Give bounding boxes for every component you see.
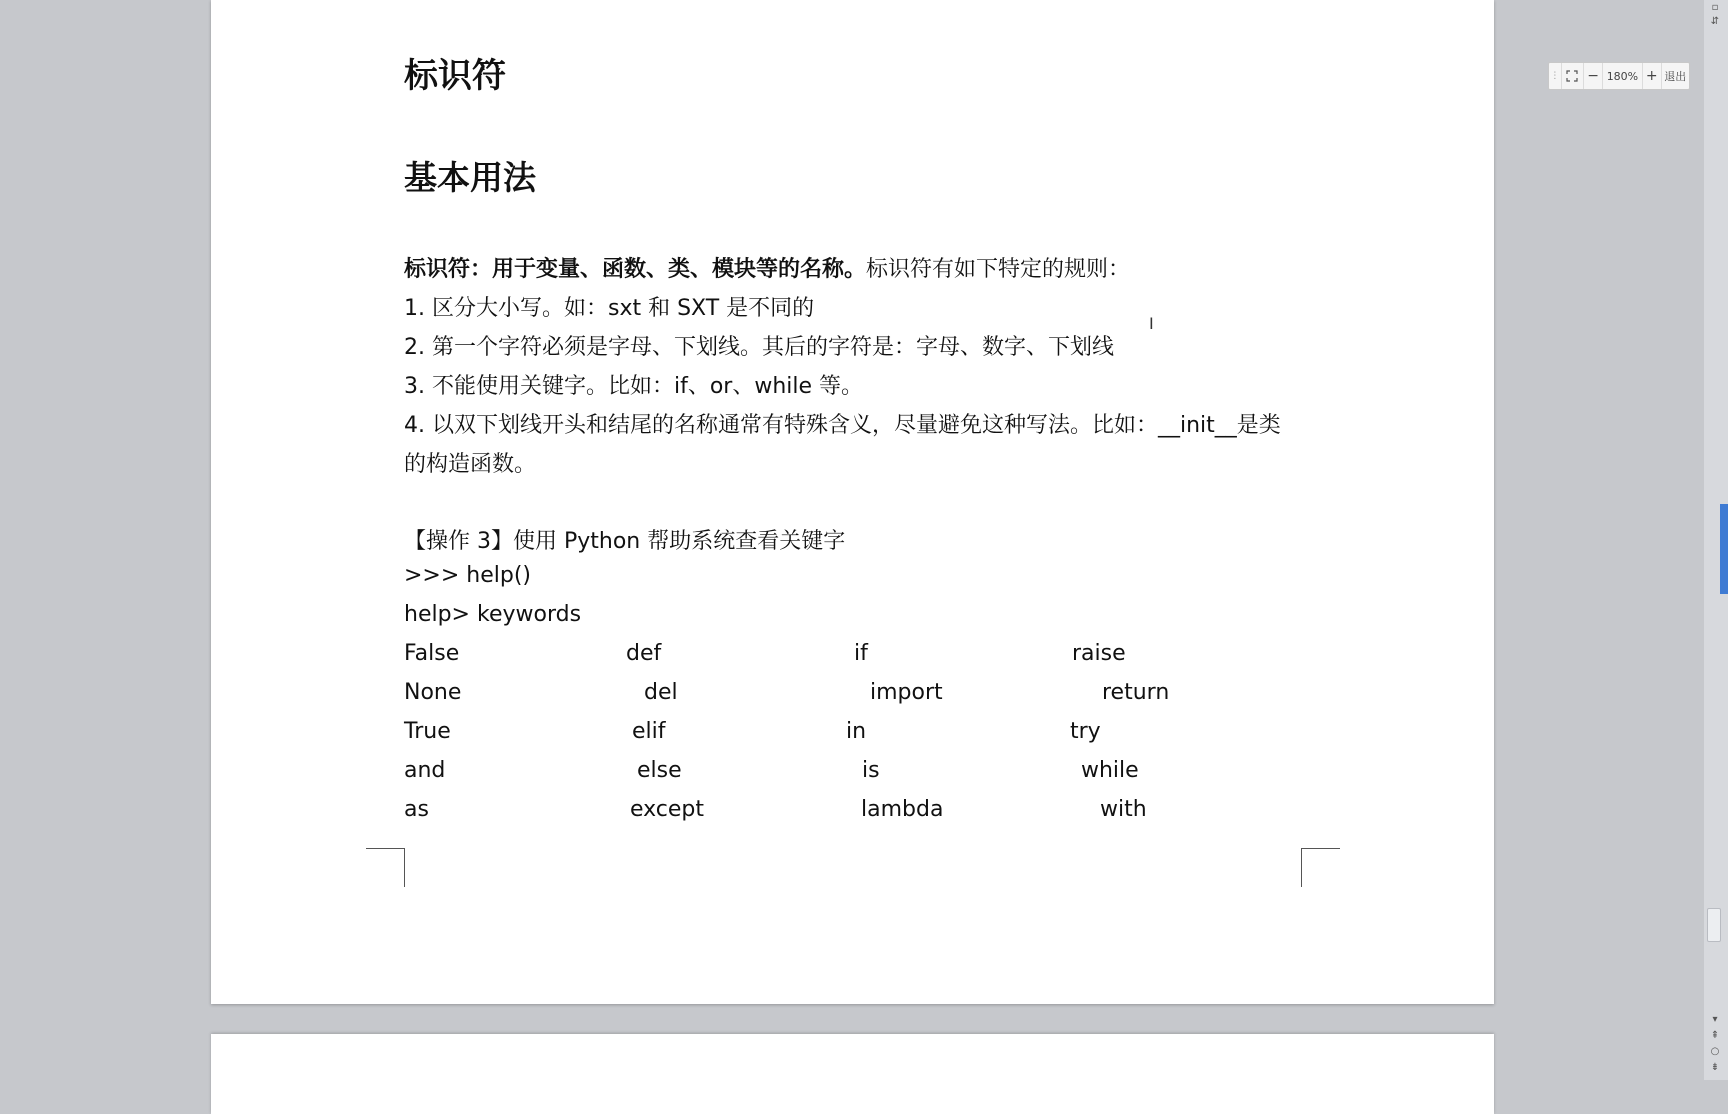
select-object-icon[interactable]: ○ (1710, 1046, 1720, 1057)
keyword-row (404, 719, 1204, 747)
keyword-cell: def (626, 641, 662, 666)
exit-button[interactable]: 退出 (1664, 70, 1687, 83)
intro-bold-text: 标识符：用于变量、函数、类、模块等的名称。 (404, 257, 867, 282)
keyword-cell: import (870, 680, 943, 705)
side-panel-tab[interactable] (1720, 504, 1728, 594)
scroll-down-arrow-icon[interactable]: ▾ (1712, 1014, 1718, 1025)
keyword-row (404, 680, 1204, 708)
zoom-out-button[interactable]: − (1584, 63, 1603, 89)
split-icon[interactable]: ⇵ (1710, 16, 1720, 27)
operation-title: 【操作 3】使用 Python 帮助系统查看关键字 (404, 529, 846, 554)
rule-line: 1. 区分大小写。如：sxt 和 SXT 是不同的 (404, 296, 815, 321)
intro-paragraph (404, 252, 1130, 283)
rule-line: 2. 第一个字符必须是字母、下划线。其后的字符是：字母、数字、下划线 (404, 335, 1114, 360)
keyword-row (404, 758, 1204, 786)
intro-rest-text: 标识符有如下特定的规则： (866, 257, 1131, 282)
keyword-cell: False (404, 641, 460, 666)
drag-handle-icon[interactable]: ⋮ (1549, 63, 1562, 89)
next-page-icon[interactable]: ⇟ (1710, 1062, 1720, 1073)
keyword-row (404, 641, 1204, 669)
keyword-cell: if (854, 641, 868, 666)
keyword-cell: del (644, 680, 678, 705)
document-page (211, 0, 1494, 1004)
fit-page-glyph (1566, 70, 1578, 82)
keyword-cell: is (862, 758, 880, 783)
heading-subtitle: 基本用法 (404, 158, 536, 197)
keyword-cell: except (630, 797, 705, 822)
heading-title: 标识符 (404, 56, 506, 96)
keyword-cell: raise (1072, 641, 1126, 666)
reading-zoom-toolbar (1548, 62, 1690, 90)
next-page (211, 1034, 1494, 1114)
crop-mark-left (366, 848, 405, 887)
zoom-in-button[interactable]: + (1643, 63, 1662, 89)
keyword-cell: True (404, 719, 451, 744)
crop-mark-right (1301, 848, 1340, 887)
keyword-cell: elif (632, 719, 666, 744)
rule-line: 的构造函数。 (404, 452, 537, 477)
keyword-cell: while (1081, 758, 1139, 783)
keyword-cell: try (1070, 719, 1101, 744)
keyword-cell: return (1102, 680, 1170, 705)
keyword-cell: and (404, 758, 446, 783)
keyword-cell: lambda (861, 797, 944, 822)
keyword-row (404, 797, 1204, 825)
keyword-cell: None (404, 680, 462, 705)
keyword-cell: else (637, 758, 682, 783)
previous-page-icon[interactable]: ⇞ (1710, 1030, 1720, 1041)
menu-icon[interactable]: ▫ (1711, 2, 1719, 13)
text-cursor-icon: Ⅰ (1149, 314, 1154, 333)
keyword-cell: in (846, 719, 867, 744)
code-line: help> keywords (404, 602, 582, 627)
scrollbar-thumb[interactable] (1707, 908, 1721, 942)
fit-page-icon[interactable] (1562, 63, 1585, 89)
zoom-level[interactable]: 180% (1603, 63, 1643, 89)
rule-line: 4. 以双下划线开头和结尾的名称通常有特殊含义，尽量避免这种写法。比如：__init__是类 (404, 413, 1281, 438)
keyword-cell: with (1100, 797, 1147, 822)
code-line: >>> help() (404, 563, 532, 588)
rule-line: 3. 不能使用关键字。比如：if、or、while 等。 (404, 374, 864, 399)
keyword-cell: as (404, 797, 429, 822)
